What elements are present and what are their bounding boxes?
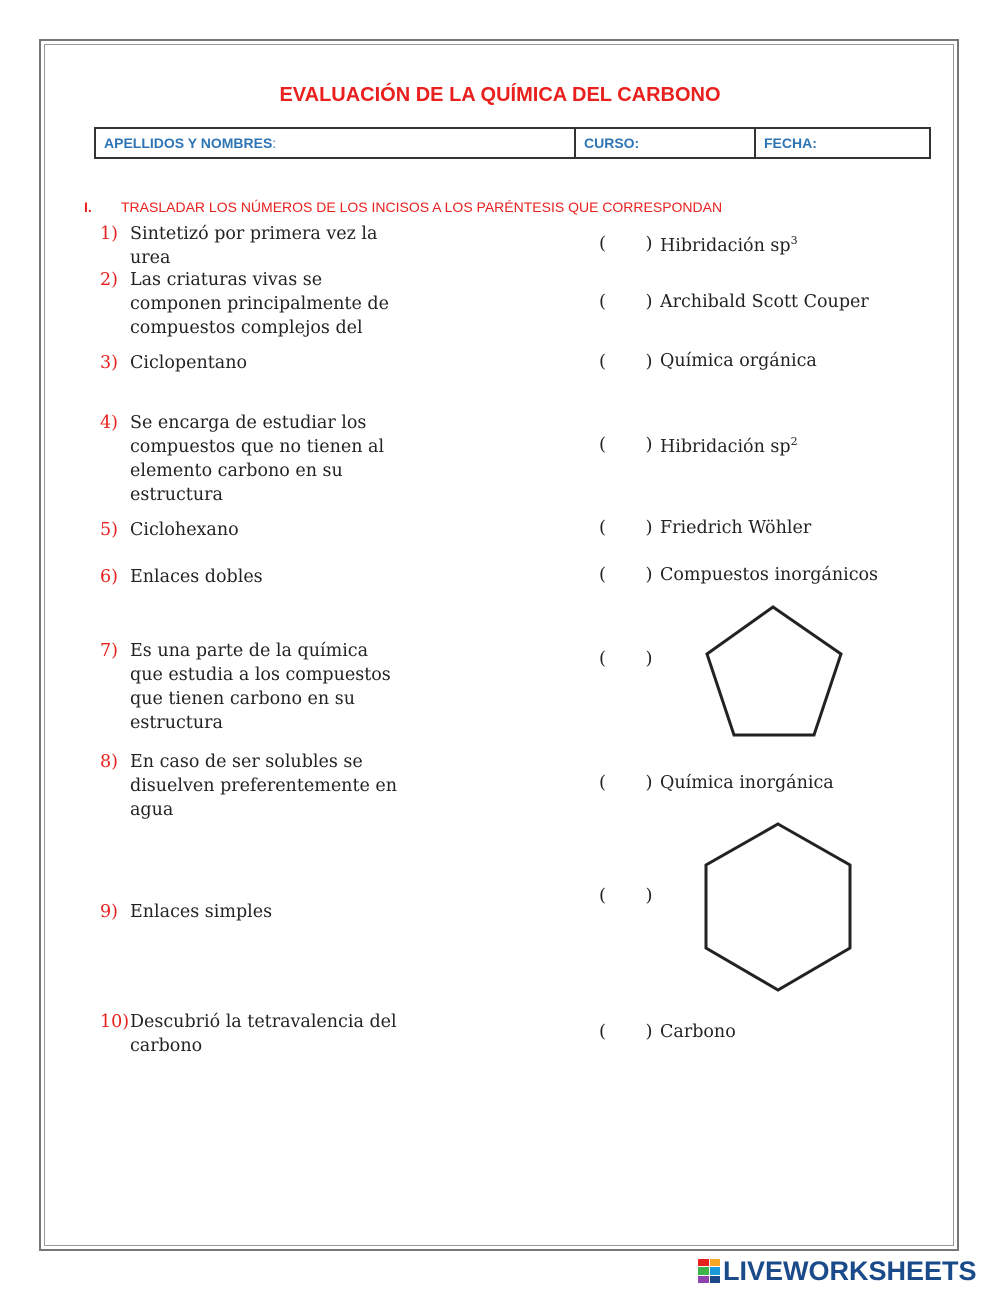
date-cell[interactable] xyxy=(755,128,930,158)
liveworksheets-logo xyxy=(698,1257,977,1285)
answer-text: Hibridación sp xyxy=(660,436,791,457)
list-item xyxy=(100,565,400,589)
item-text: Enlaces simples xyxy=(130,902,273,922)
answer-blank[interactable]: ( ) xyxy=(599,885,653,906)
item-text: Descubrió la tetravalencia del carbono xyxy=(130,1012,397,1056)
item-number: 9) xyxy=(100,902,118,922)
item-number: 6) xyxy=(100,567,118,587)
answer-option xyxy=(660,1022,736,1042)
list-item xyxy=(100,351,400,375)
names-label: APELLIDOS Y NOMBRES xyxy=(104,135,273,151)
answer-text: Friedrich Wöhler xyxy=(660,518,812,538)
answer-blank[interactable]: ( ) xyxy=(599,648,653,669)
list-item xyxy=(100,1010,400,1058)
names-cell[interactable] xyxy=(95,128,575,158)
answer-blank[interactable]: ( ) xyxy=(599,1021,653,1042)
list-item xyxy=(100,268,400,340)
list-item xyxy=(100,639,400,735)
answer-option xyxy=(660,435,798,457)
student-info-table xyxy=(94,127,931,159)
list-item xyxy=(100,900,400,924)
answer-blank[interactable]: ( ) xyxy=(599,233,653,254)
item-text: Sintetizó por primera vez la urea xyxy=(130,224,378,268)
list-item xyxy=(100,222,400,270)
section-heading xyxy=(84,199,722,215)
logo-text: LIVEWORKSHEETS xyxy=(723,1255,977,1286)
answer-text: Química orgánica xyxy=(660,351,817,371)
item-number: 5) xyxy=(100,520,118,540)
names-colon: : xyxy=(272,135,277,151)
answer-blank[interactable]: ( ) xyxy=(599,517,653,538)
course-cell[interactable] xyxy=(575,128,755,158)
item-text: Es una parte de la química que estudia a los compuestos que tienen carbono en su estructura xyxy=(130,641,391,733)
item-text: Se encarga de estudiar los compuestos que no tienen al elemento carbono en su estructura xyxy=(130,413,385,505)
section-instruction: TRASLADAR LOS NÚMEROS DE LOS INCISOS A LOS PARÉNTESIS QUE CORRESPONDAN xyxy=(121,199,723,215)
item-number: 1) xyxy=(100,224,118,244)
pentagon-icon xyxy=(700,600,850,745)
item-text: Las criaturas vivas se componen principalmente de compuestos complejos del xyxy=(130,270,389,338)
item-number: 8) xyxy=(100,752,118,772)
item-text: En caso de ser solubles se disuelven preferentemente en agua xyxy=(130,752,398,820)
answer-text: Química inorgánica xyxy=(660,773,834,793)
list-item xyxy=(100,518,400,542)
date-label: FECHA: xyxy=(764,135,817,151)
logo-mark-icon xyxy=(698,1259,720,1283)
answer-blank[interactable]: ( ) xyxy=(599,434,653,455)
section-number: I. xyxy=(84,199,92,215)
course-label: CURSO: xyxy=(584,135,640,151)
item-text: Ciclohexano xyxy=(130,520,239,540)
answer-option xyxy=(660,565,878,585)
answer-superscript: 2 xyxy=(790,435,798,448)
answer-blank[interactable]: ( ) xyxy=(599,564,653,585)
answer-text: Compuestos inorgánicos xyxy=(660,565,879,585)
answer-blank[interactable]: ( ) xyxy=(599,772,653,793)
answer-option xyxy=(660,234,798,256)
page-title: EVALUACIÓN DE LA QUÍMICA DEL CARBONO xyxy=(279,84,721,106)
answer-text: Carbono xyxy=(660,1022,736,1042)
answer-blank[interactable]: ( ) xyxy=(599,351,653,372)
answer-option xyxy=(660,773,834,793)
item-text: Enlaces dobles xyxy=(130,567,263,587)
list-item xyxy=(100,750,400,822)
list-item xyxy=(100,411,400,507)
answer-option xyxy=(660,518,811,538)
answer-blank[interactable]: ( ) xyxy=(599,291,653,312)
answer-superscript: 3 xyxy=(790,234,798,247)
answer-text: Hibridación sp xyxy=(660,235,791,256)
answer-option xyxy=(660,351,817,371)
item-number: 3) xyxy=(100,353,118,373)
hexagon-icon xyxy=(700,818,856,996)
item-number: 7) xyxy=(100,641,118,661)
answer-text: Archibald Scott Couper xyxy=(660,292,869,312)
item-number: 4) xyxy=(100,413,118,433)
item-number: 10) xyxy=(100,1012,130,1032)
answer-option xyxy=(660,292,869,312)
item-number: 2) xyxy=(100,270,118,290)
item-text: Ciclopentano xyxy=(130,353,248,373)
